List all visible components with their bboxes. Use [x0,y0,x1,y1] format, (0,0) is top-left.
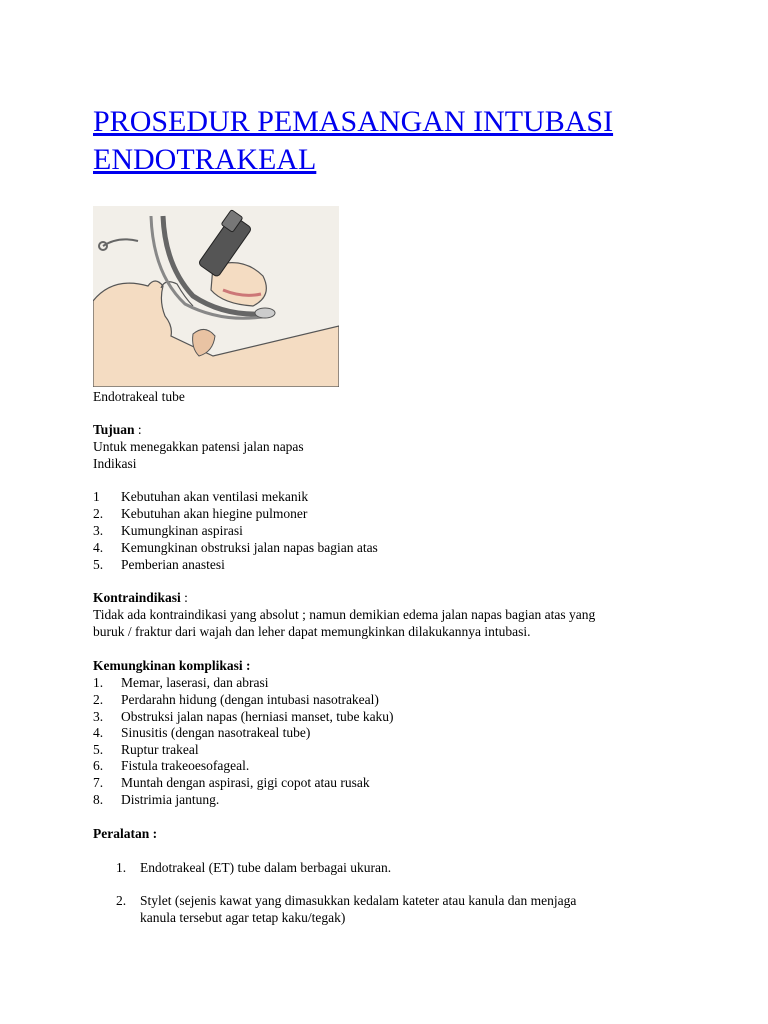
document-title[interactable]: PROSEDUR PEMASANGAN INTUBASI ENDOTRAKEAL [93,105,614,176]
komplikasi-label: Kemungkinan komplikasi : [93,658,251,673]
list-text: Ruptur trakeal [121,742,199,757]
list-item [93,774,370,791]
list-item [93,724,310,741]
list-text: Kebutuhan akan ventilasi mekanik [121,489,309,504]
tujuan-heading [93,421,142,438]
list-text: Obstruksi jalan napas (herniasi manset, tube kaku) [121,709,394,724]
list-item [93,791,219,808]
list-text: Kemungkinan obstruksi jalan napas bagian atas [121,540,378,555]
list-item [116,859,391,876]
indikasi-label: Indikasi [93,456,137,471]
list-text: Perdarahn hidung (dengan intubasi nasotrakeal) [121,692,379,707]
list-number: 3. [93,709,104,724]
list-number: 6. [93,758,104,773]
list-item [93,708,394,725]
list-number: 2. [93,692,104,707]
image-caption: Endotrakeal tube [93,389,185,404]
list-text: Distrimia jantung. [121,792,220,807]
list-text: Sinusitis (dengan nasotrakeal tube) [121,725,311,740]
kontraindikasi-line-2: buruk / fraktur dari wajah dan leher dapat memungkinkan dilakukannya intubasi. [93,624,531,639]
list-number: 4. [93,540,104,555]
tujuan-text: Untuk menegakkan patensi jalan napas [93,439,304,454]
list-item [93,505,307,522]
list-number: 7. [93,775,104,790]
list-item [93,488,308,505]
list-number: 5. [93,742,104,757]
list-item [93,556,225,573]
list-item [93,522,243,539]
kontraindikasi-label: Kontraindikasi [93,590,181,605]
list-number: 2. [93,506,104,521]
list-number: 1. [116,860,127,875]
list-text: Muntah dengan aspirasi, gigi copot atau rusak [121,775,370,790]
endotracheal-illustration [93,206,339,387]
list-item [93,757,249,774]
list-number: 3. [93,523,104,538]
list-text: Memar, laserasi, dan abrasi [121,675,269,690]
list-number: 5. [93,557,104,572]
kontraindikasi-heading [93,589,188,606]
list-item [93,539,378,556]
list-text-continued: kanula tersebut agar tetap kaku/tegak) [140,910,346,925]
list-text: Endotrakeal (ET) tube dalam berbagai ukuran. [140,860,392,875]
list-number: 8. [93,792,104,807]
list-text: Fistula trakeoesofageal. [121,758,250,773]
list-number: 4. [93,725,104,740]
peralatan-label: Peralatan : [93,826,158,841]
tujuan-suffix: : [134,422,142,437]
list-item [93,674,269,691]
list-text: Stylet (sejenis kawat yang dimasukkan kedalam kateter atau kanula dan menjaga [140,893,577,908]
list-text: Kumungkinan aspirasi [121,523,243,538]
tujuan-label: Tujuan [93,422,135,437]
list-item [93,691,379,708]
list-number: 2. [116,893,127,908]
list-number: 1 [93,489,100,504]
list-text: Pemberian anastesi [121,557,225,572]
list-item [116,892,576,909]
list-number: 1. [93,675,104,690]
list-item [93,741,199,758]
kontraindikasi-line-1: Tidak ada kontraindikasi yang absolut ; namun demikian edema jalan napas bagian atas yang [93,607,596,622]
list-text: Kebutuhan akan hiegine pulmoner [121,506,308,521]
kontraindikasi-suffix: : [180,590,188,605]
